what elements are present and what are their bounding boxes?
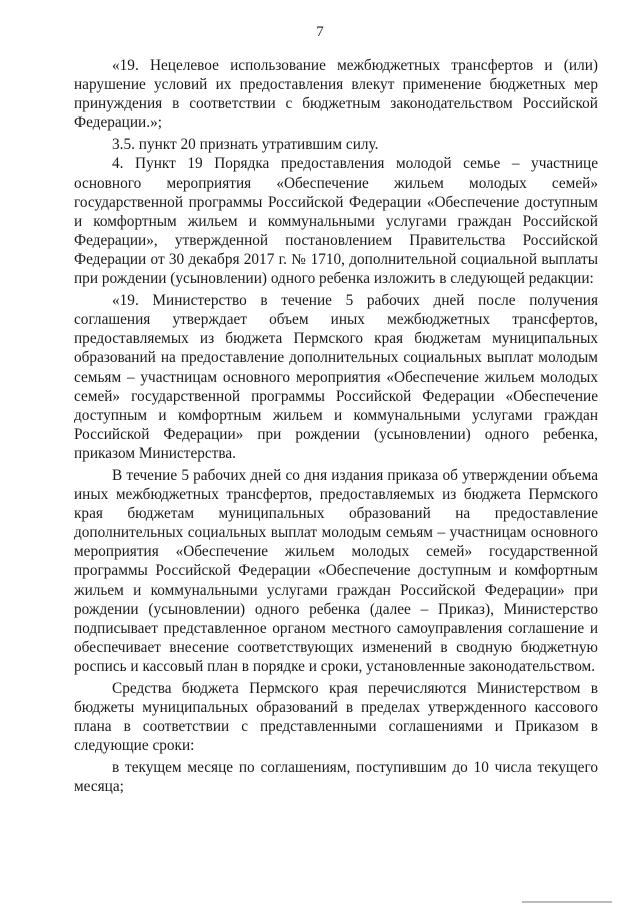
paragraph-order-signing: В течение 5 рабочих дней со дня издания приказа об утверждении объема иных межбюджетных трансфертов, предоставляемых из бюджета Пермского края бюджетам муниципальных образований на предоставление дополнительных социальных выплат молодым семьям – участницам основного мероприятия «Обеспечение жильем молодых семей» государственной программы Российской Федерации «Обеспечение доступным и комфортным жильем и коммунальными услугами граждан Российской Федерации» при рождении (усыновлении) одного ребенка (далее – Приказ), Министерство подписывает представленное органом местного самоуправления соглашение и обеспечивает внесение соответствующих изменений в сводную бюджетную роспись и кассовый план в порядке и сроки, установленные законодательством. <box>74 466 598 675</box>
paragraph-clause-4: 4. Пункт 19 Порядка предоставления молодой семье – участнице основного мероприятия «Обеспечение жильем молодых семей» государственной программы Российской Федерации «Обеспечение доступным и комфортным жильем и коммунальными услугами граждан Российской Федерации», утвержденной постановлением Правительства Российской Федерации от 30 декабря 2017 г. № 1710, дополнительной социальной выплаты при рождении (усыновлении) одного ребенка изложить в следующей редакции: <box>74 155 598 288</box>
document-body <box>74 56 598 797</box>
page-number: 7 <box>316 24 324 40</box>
paragraph-clause-19-misuse: «19. Нецелевое использование межбюджетных трансфертов и (или) нарушение условий их предоставления влекут применение бюджетных мер принуждения в соответствии с бюджетным законодательством Российской Федерации.»; <box>74 57 598 132</box>
paragraph-new-clause-19: «19. Министерство в течение 5 рабочих дней после получения соглашения утверждает объем иных межбюджетных трансфертов, предоставляемых из бюджета Пермского края бюджетам муниципальных образований на предоставление дополнительных социальных выплат молодым семьям – участницам основного мероприятия «Обеспечение жильем молодых семей» государственной программы Российской Федерации «Обеспечение доступным и комфортным жильем и коммунальными услугами граждан Российской Федерации» при рождении (усыновлении) одного ребенка, приказом Министерства. <box>74 292 598 462</box>
paragraph-funds-transfer: Средства бюджета Пермского края перечисляются Министерством в бюджеты муниципальных образований в пределах утвержденного кассового плана в соответствии с представленными соглашениями и Приказом в следующие сроки: <box>74 680 598 755</box>
paragraph-clause-3-5: 3.5. пункт 20 признать утратившим силу. <box>112 136 379 154</box>
paragraph-current-month: в текущем месяце по соглашениям, поступившим до 10 числа текущего месяца; <box>74 759 598 796</box>
scan-edge-artifact <box>522 901 612 903</box>
